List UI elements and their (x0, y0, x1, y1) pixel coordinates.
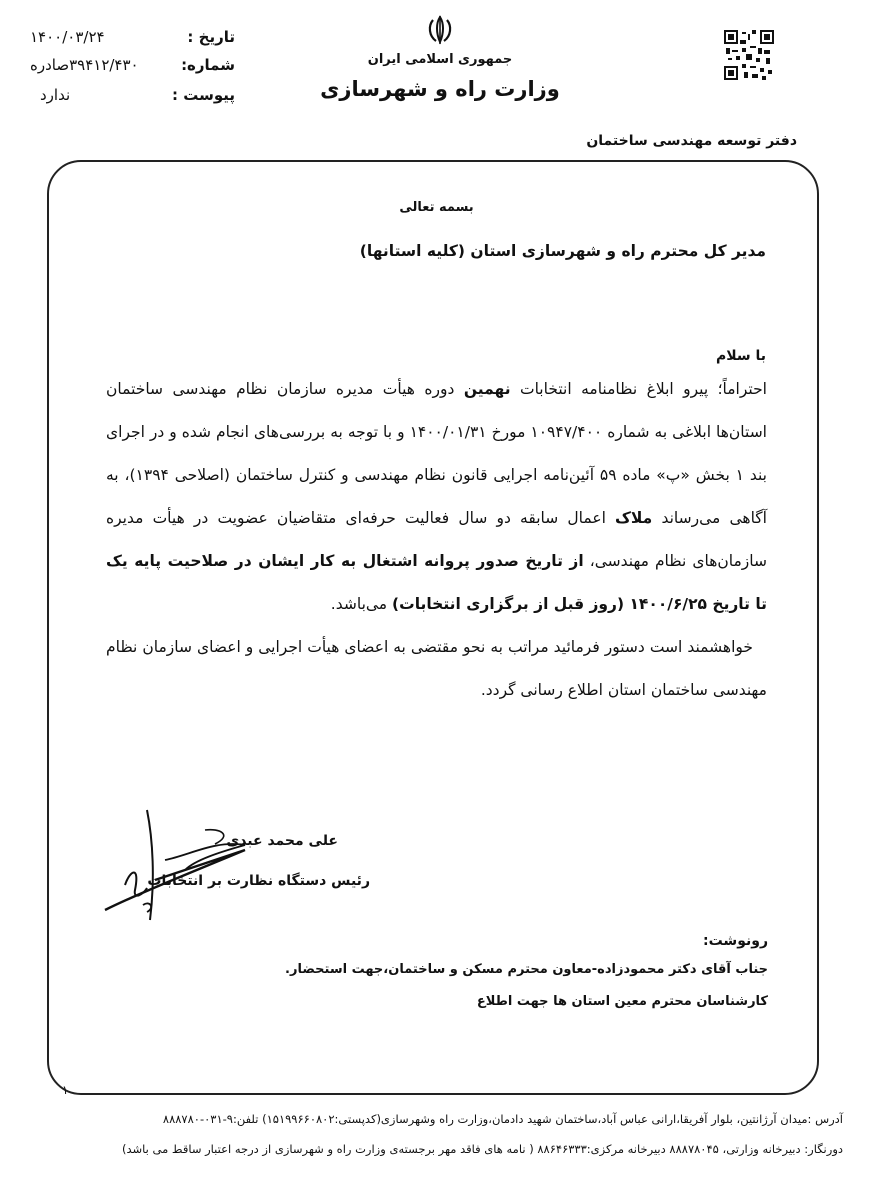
handwritten-signature (95, 800, 275, 930)
letter-body (106, 368, 767, 712)
number-label: شماره: (181, 56, 235, 74)
letterhead-center (310, 14, 570, 101)
qr-code-icon (724, 30, 774, 80)
paragraph-1-text-b: دوره هیأت مدیره سازمان نظام مهندسی ساختمان استان‌ها ابلاغی به شماره ۱۰۹۴۷/۴۰۰ مورخ ۱۴۰۰/۰۱/۳۱ و با توجه به بررسی‌های انجام شده و در اجرای بند ۱ بخش «پ» ماده ۵۹ آئین‌نامه اجرایی قانون نظام مهندسی و کنترل ساختمان (اصلاحی ۱۳۹۴)، به آگاهی می‌رساند (106, 380, 767, 527)
greeting: با سلام (715, 348, 766, 364)
letter-meta (30, 28, 235, 114)
paragraph-1 (106, 368, 767, 626)
date-label: تاریخ : (187, 28, 235, 46)
cc-line-2: کارشناسان محترم معین استان ها جهت اطلاع (476, 994, 768, 1009)
signer-title: رئیس دستگاه نظارت بر انتخابات (147, 873, 370, 889)
qr-code (724, 30, 774, 84)
paragraph-1-text-a: احتراماً؛ پیرو ابلاغ نظامنامه انتخابات (510, 380, 767, 398)
cc-line-1: جناب آقای دکتر محمودزاده-معاون محترم مسکن و ساختمان،جهت استحضار. (285, 962, 768, 977)
office-name: دفتر توسعه مهندسی ساختمان (586, 133, 797, 149)
attachment-label: پیوست : (171, 86, 235, 104)
paragraph-1-bold-ninth: نهمین (463, 380, 511, 398)
invocation: بسمه تعالی (399, 200, 474, 215)
date-value: ۱۴۰۰/۰۳/۲۴ (30, 28, 105, 46)
paragraph-1-text-d: می‌باشد. (330, 595, 393, 613)
paragraph-1-bold-criterion: ملاک (615, 509, 653, 527)
paragraph-2: خواهشمند است دستور فرمائید مراتب به نحو مقتضی به اعضای هیأت اجرایی و اعضای سازمان نظام مهندسی ساختمان استان اطلاع رسانی گردد. (106, 638, 767, 699)
republic-title: جمهوری اسلامی ایران (367, 52, 513, 67)
cc-label: رونوشت: (703, 933, 768, 949)
paragraph-1-bold-period: از تاریخ صدور پروانه اشتغال به کار ایشان در صلاحیت پایه یک تا تاریخ ۱۴۰۰/۶/۲۵ (روز قبل از برگزاری انتخابات) (106, 552, 767, 613)
signer-name: علی محمد عبدی (226, 833, 338, 849)
footer-address: آدرس :میدان آرژانتین، بلوار آفریقا،ارانی عباس آباد،ساختمان شهید دادمان،وزارت راه وشهرسازی(کدپستی:۱۵۱۹۹۶۶۰۸۰۲) تلفن:۹-۰۳۱-۸۸۸۷۸۰ (162, 1112, 843, 1126)
iran-emblem-icon (425, 14, 455, 46)
addressee: مدیر کل محترم راه و شهرسازی استان (کلیه استانها) (359, 242, 766, 260)
footer-fax: دورنگار: دبیرخانه وزارتی، ۸۸۸۷۸۰۴۵ دبیرخانه مرکزی:۸۸۶۴۶۳۳۳ ( نامه های فاقد مهر برجسته‌ی وزارت راه و شهرسازی از درجه اعتبار ساقط می باشد) (121, 1142, 843, 1156)
page-number: ۱ (62, 1083, 69, 1097)
ministry-title: وزارت راه و شهرسازی (320, 77, 560, 101)
number-value: ۳۹۴۱۲/۴۳۰صادره (30, 56, 139, 74)
paragraph-1-text-c: اعمال سابقه دو سال فعالیت حرفه‌ای متقاضیان عضویت در هیأت مدیره سازمان‌های نظام مهندسی، (106, 509, 767, 570)
attachment-value: ندارد (40, 86, 71, 104)
